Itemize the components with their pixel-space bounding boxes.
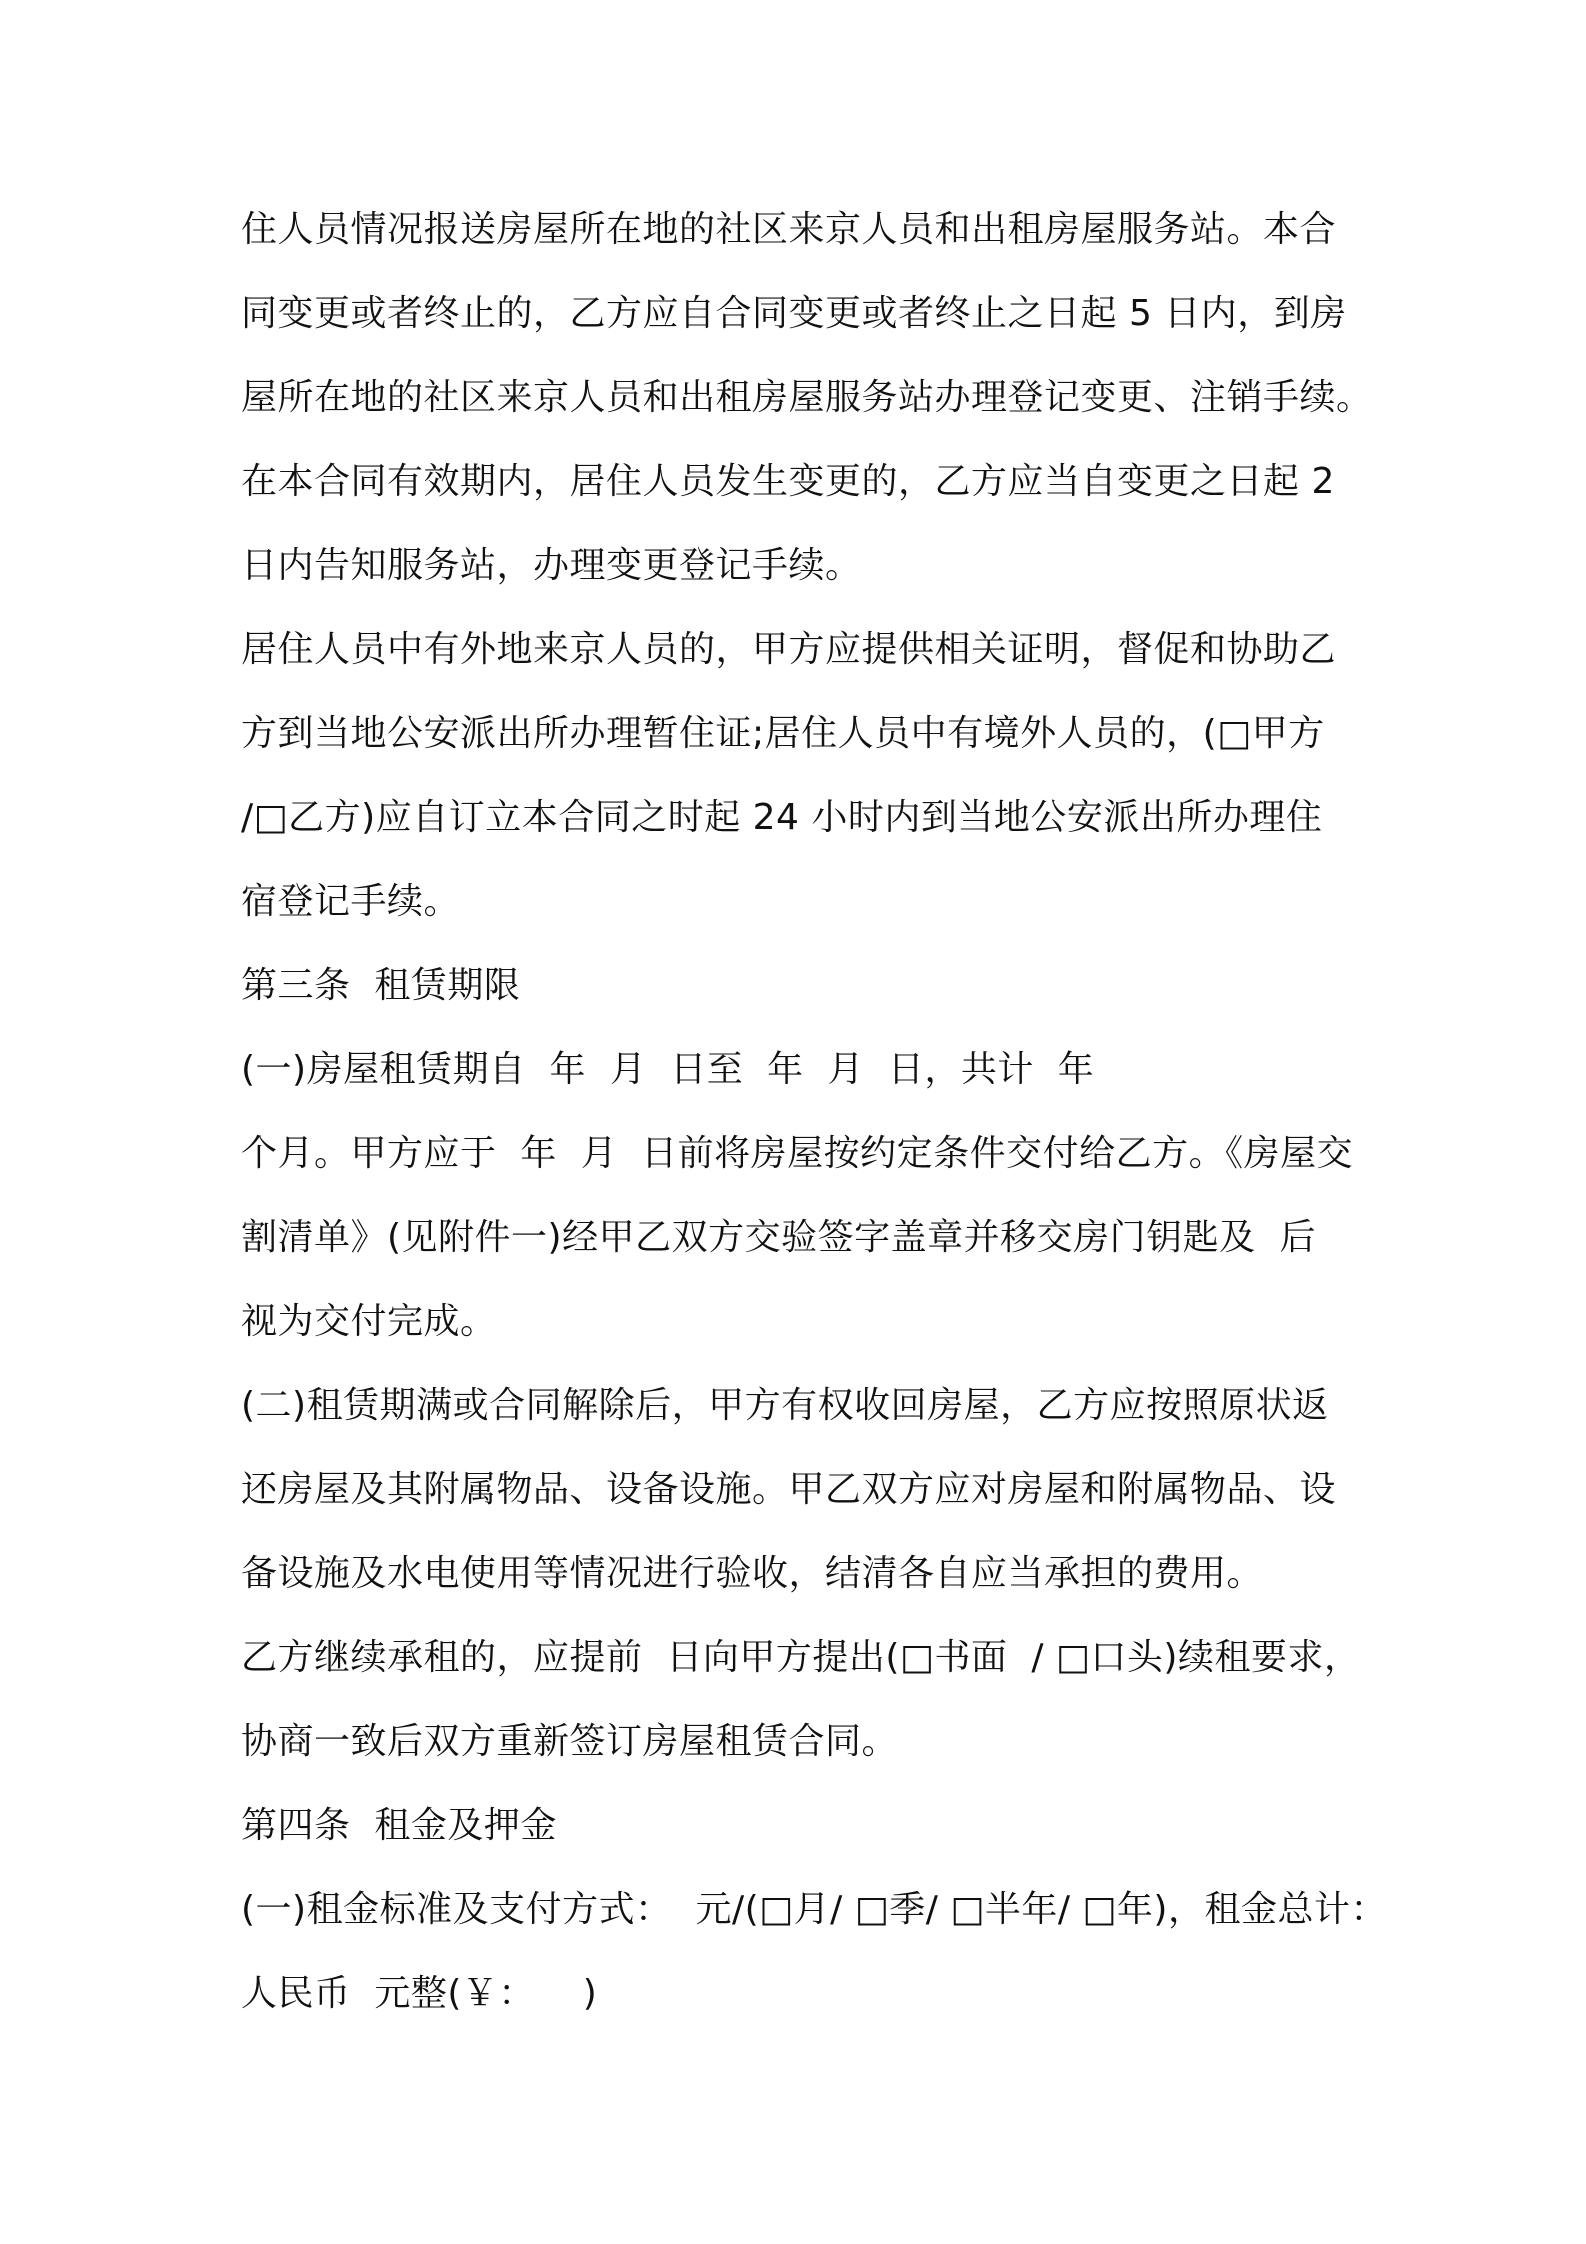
text-line: 同变更或者终止的，乙方应自合同变更或者终止之日起 5 日内，到房 bbox=[241, 293, 1347, 334]
text-line: (一)租金标准及支付方式： 元/(□月/ □季/ □半年/ □年)，租金总计： bbox=[241, 1889, 1387, 1930]
text-line: 住人员情况报送房屋所在地的社区来京人员和出租房屋服务站。本合 bbox=[241, 209, 1337, 250]
text-line: 人民币 元整(￥： ) bbox=[241, 1973, 598, 2014]
text-line: 方到当地公安派出所办理暂住证;居住人员中有境外人员的，(□甲方 bbox=[241, 713, 1325, 754]
text-line: 个月。甲方应于 年 月 日前将房屋按约定条件交付给乙方。《房屋交 bbox=[241, 1133, 1354, 1174]
text-line: 视为交付完成。 bbox=[241, 1301, 497, 1342]
text-line: 居住人员中有外地来京人员的，甲方应提供相关证明，督促和协助乙 bbox=[241, 629, 1337, 670]
text-line: (一)房屋租赁期自 年 月 日至 年 月 日，共计 年 bbox=[241, 1049, 1095, 1090]
article-heading: 第四条 租金及押金 bbox=[241, 1805, 557, 1846]
text-line: 日内告知服务站，办理变更登记手续。 bbox=[241, 545, 862, 586]
text-line: 在本合同有效期内，居住人员发生变更的，乙方应当自变更之日起 2 bbox=[241, 461, 1335, 502]
text-line: 宿登记手续。 bbox=[241, 881, 461, 922]
text-line: 屋所在地的社区来京人员和出租房屋服务站办理登记变更、注销手续。 bbox=[241, 377, 1373, 418]
article-heading: 第三条 租赁期限 bbox=[241, 965, 521, 1006]
text-line: 割清单》(见附件一)经甲乙双方交验签字盖章并移交房门钥匙及 后 bbox=[241, 1217, 1316, 1258]
text-line: 还房屋及其附属物品、设备设施。甲乙双方应对房屋和附属物品、设 bbox=[241, 1469, 1337, 1510]
text-line: 乙方继续承租的，应提前 日向甲方提出(□书面 / □口头)续租要求， bbox=[241, 1637, 1361, 1678]
text-line: (二)租赁期满或合同解除后，甲方有权收回房屋，乙方应按照原状返 bbox=[241, 1385, 1329, 1426]
text-line: 协商一致后双方重新签订房屋租赁合同。 bbox=[241, 1721, 899, 1762]
text-line: 备设施及水电使用等情况进行验收，结清各自应当承担的费用。 bbox=[241, 1553, 1264, 1594]
text-line: /□乙方)应自订立本合同之时起 24 小时内到当地公安派出所办理住 bbox=[241, 797, 1323, 838]
